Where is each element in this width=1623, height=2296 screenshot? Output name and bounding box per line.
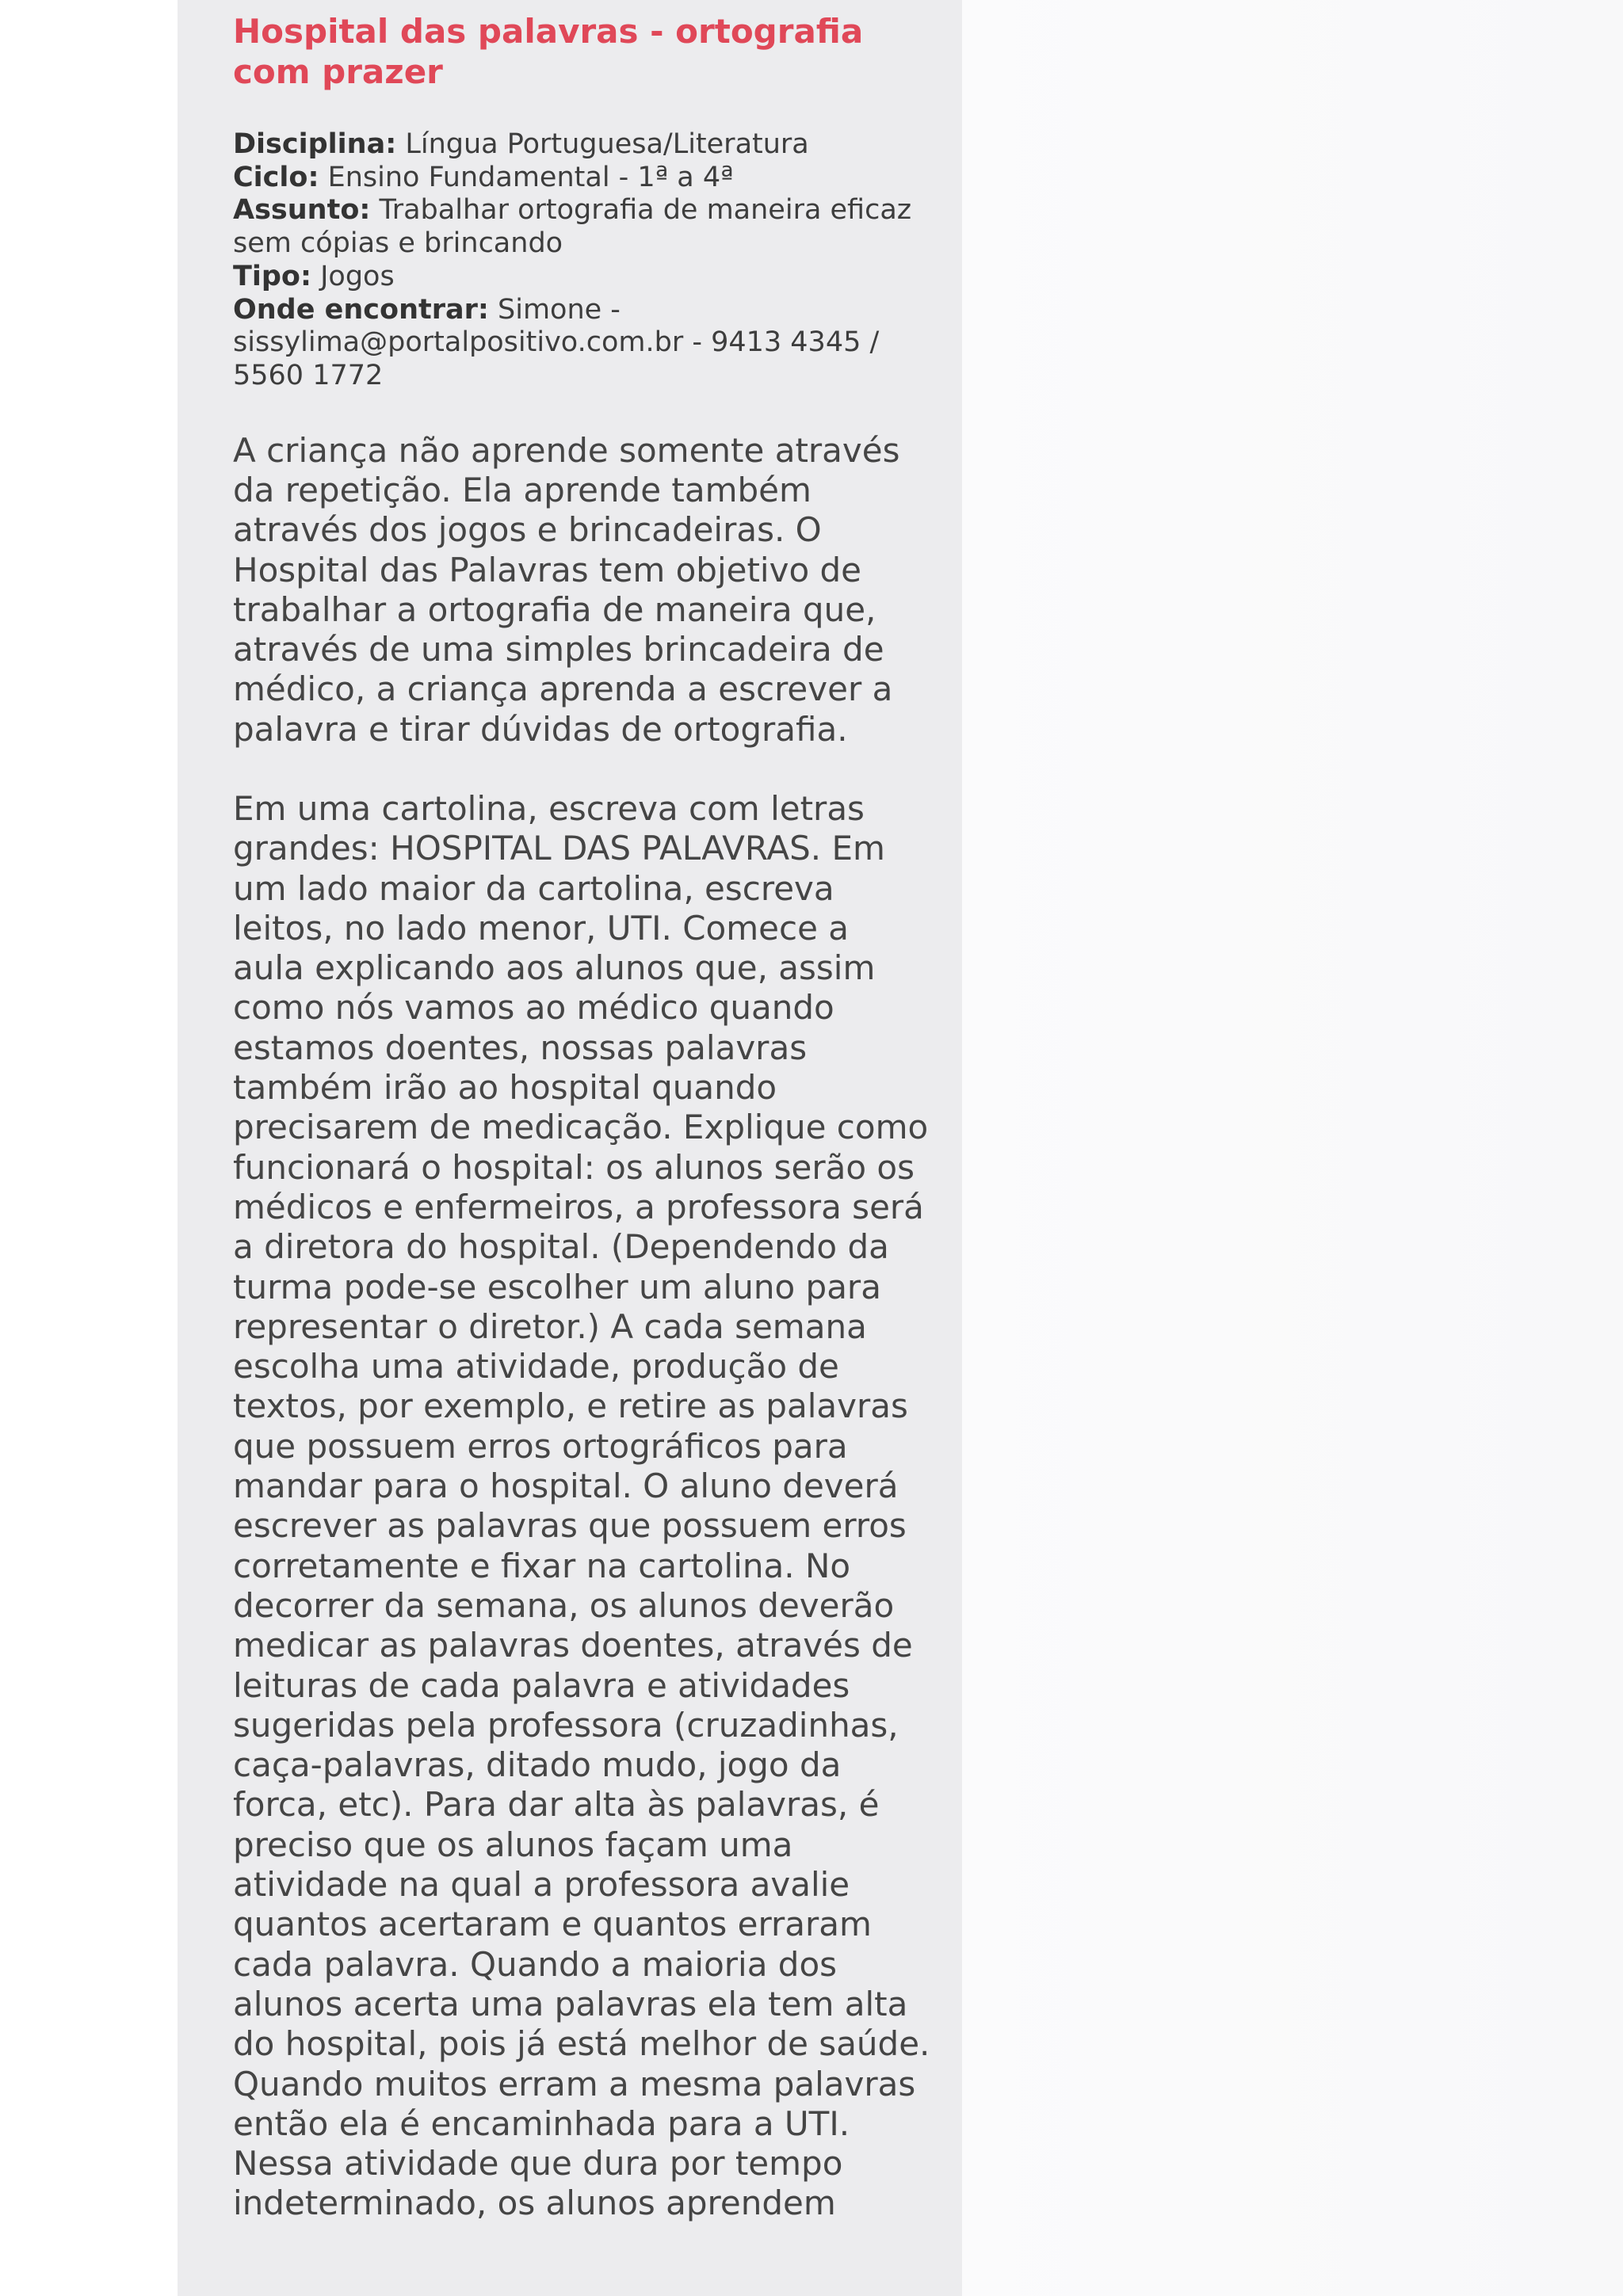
meta-type — [233, 261, 930, 294]
meta-label: Ciclo: — [233, 161, 319, 193]
article — [233, 11, 930, 2224]
meta-label: Tipo: — [233, 260, 311, 292]
meta-subject — [233, 194, 930, 260]
meta-label: Disciplina: — [233, 128, 397, 160]
meta-label: Onde encontrar: — [233, 293, 489, 326]
meta-label: Assunto: — [233, 194, 371, 227]
meta-value: Jogos — [311, 260, 395, 292]
meta-discipline — [233, 128, 930, 162]
meta-value: Simone - sissylima@portalpositivo.com.br - 9413 4345 / 5560 1772 — [233, 293, 880, 391]
meta-where-to-find — [233, 294, 930, 393]
meta-value: Trabalhar ortografia de maneira eficaz sem cópias e brincando — [233, 194, 912, 260]
article-metadata — [233, 128, 930, 393]
paragraph-conclusion: Nessa atividade que dura por tempo indeterminado, os alunos aprendem — [233, 2144, 843, 2223]
paragraph-instructions: Em uma cartolina, escreva com letras grandes: HOSPITAL DAS PALAVRAS. Em um lado maior da cartolina, escreva leitos, no lado menor, UTI. Comece a aula explicando aos alunos que, assim como nós vamos ao médico quando estamos doentes, nossas palavras também irão ao hospital quando precisarem de medicação. Explique como funcionará o hospital: os alunos serão os médicos e enfermeiros, a professora será a diretora do hospital. (Dependendo da turma pode-se escolher um aluno para representar o diretor.) A cada semana escolha uma atividade, produção de textos, por exemplo, e retire as palavras que possuem erros ortográficos para mandar para o hospital. O aluno deverá escrever as palavras que possuem erros corretamente e fixar na cartolina. No decorrer da semana, os alunos deverão medicar as palavras doentes, através de leituras de cada palavra e atividades sugeridas pela professora (cruzadinhas, caça-palavras, ditado mudo, jogo da forca, etc). Para dar alta às palavras, é preciso que os alunos façam uma atividade na qual a professora avalie quantos acertaram e quantos erraram cada palavra. Quando a maioria dos alunos acerta uma palavras ela tem alta do hospital, pois já está melhor de saúde. Quando muitos erram a mesma palavras então ela é encaminhada para a UTI. — [233, 789, 930, 2143]
meta-value: Ensino Fundamental - 1ª a 4ª — [319, 161, 734, 193]
meta-value: Língua Portuguesa/Literatura — [396, 128, 809, 160]
meta-cycle — [233, 162, 930, 195]
article-body — [233, 431, 930, 2224]
paragraph-intro: A criança não aprende somente através da repetição. Ela aprende também através dos jogos e brincadeiras. O Hospital das Palavras tem objetivo de trabalhar a ortografia de maneira que, através de uma simples brincadeira de médico, a criança aprenda a escrever a palavra e tirar dúvidas de ortografia. — [233, 430, 900, 749]
article-title: Hospital das palavras - ortografia com prazer — [233, 12, 864, 91]
